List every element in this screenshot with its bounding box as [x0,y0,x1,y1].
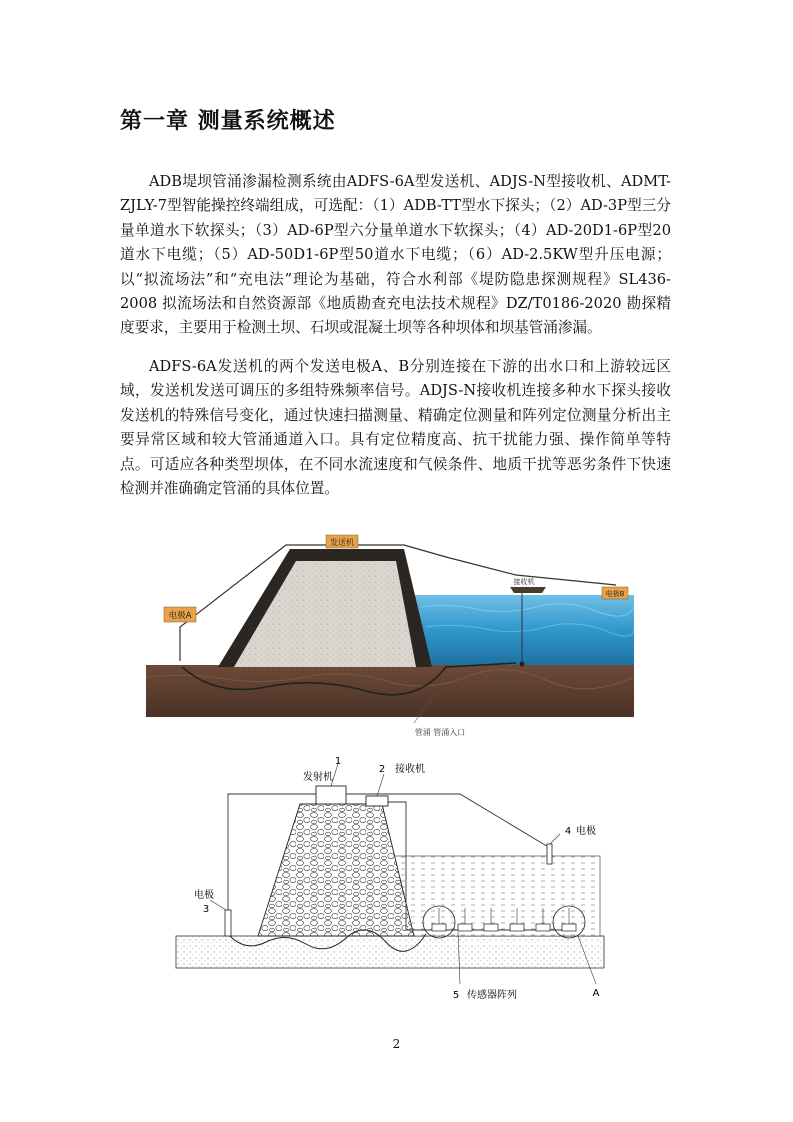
leader-line-3 [210,900,226,910]
page-number: 2 [392,1037,401,1051]
rock-dam-body [258,804,414,936]
ground-soil [146,665,634,717]
chapter-title: 第一章 测量系统概述 [120,109,336,134]
sensor [484,924,498,931]
paragraph-working-principle: ADFS-6A发送机的两个发送电极A、B分别连接在下游的出水口和上游较远区域，发送机发送可调压的多组特殊频率信号。ADJS-N接收机连接多种水下探头接收发送机的特殊信号变化，通过快速扫描测量、精确定位测量和阵列定位测量分析出主要异常区域和较大管涌通道入口。具有定位精度高、抗干扰能力强、操作简单等特点。可适应各种类型坝体，在不同水流速度和气候条件、地质干扰等恶劣条件下快速检测并准确确定管涌的具体位置。 [120,358,671,498]
paragraph-system-overview: ADB堤坝管涌渗漏检测系统由ADFS-6A型发送机、ADJS-N型接收机、ADMT-ZJLY-7型智能操控终端组成，可选配：（1）ADB-TT型水下探头；（2）AD-3P型三分量单道水下软探头；（3）AD-6P型六分量单道水下软探头；（4）AD-20D1-6P型20道水下电缆；（5）AD-50D1-6P型50道水下电缆；（6）AD-2.5KW型升压电源；以“拟流场法”和“充电法”理论为基础，符合水利部《堤防隐患探测规程》SL436-2008 拟流场法和自然资源部《地质勘查充电法技术规程》DZ/T0186-2020 勘探精度要求，主要用于检测土坝、石坝或混凝土坝等各种坝体和坝基管涌渗漏。 [120,173,671,337]
label-A: A [592,988,600,999]
electrode-4 [547,844,552,864]
dam-schematic-figure [170,752,610,1012]
receiver-probe [520,662,525,667]
label-4: 4 [564,826,572,837]
receiver-label: 接收机 [395,764,425,775]
ground-layer [176,936,604,968]
transmitter-label: 发射机 [303,772,333,783]
sensor [536,924,550,931]
label-2: 2 [378,764,386,775]
transmitter-label: 发送机 [330,538,354,547]
electrode-label-3: 电极 [194,890,214,901]
sensor [432,924,446,931]
leader-line-2 [377,774,384,796]
label-3: 3 [202,904,210,915]
electrode-label-4: 电极 [576,826,596,837]
dam-illustration-figure [146,527,634,745]
label-5: 5 [452,990,460,1001]
receiver-box [366,796,388,806]
figure1-caption: 管涌 管涌入口 [414,728,466,737]
sensor [510,924,524,931]
electrode-a-label: 电极A [168,611,192,621]
boat-icon [510,587,546,593]
electrode-b-label: 电极B [605,590,625,598]
sensor [562,924,576,931]
receiver-label: 接收机 [513,578,535,586]
transmitter-box [316,786,346,804]
electrode-3 [225,910,231,936]
leader-line-4 [550,834,560,844]
sensor [458,924,472,931]
label-1: 1 [334,756,342,767]
sensor-array-label: 传感器阵列 [467,990,517,1001]
